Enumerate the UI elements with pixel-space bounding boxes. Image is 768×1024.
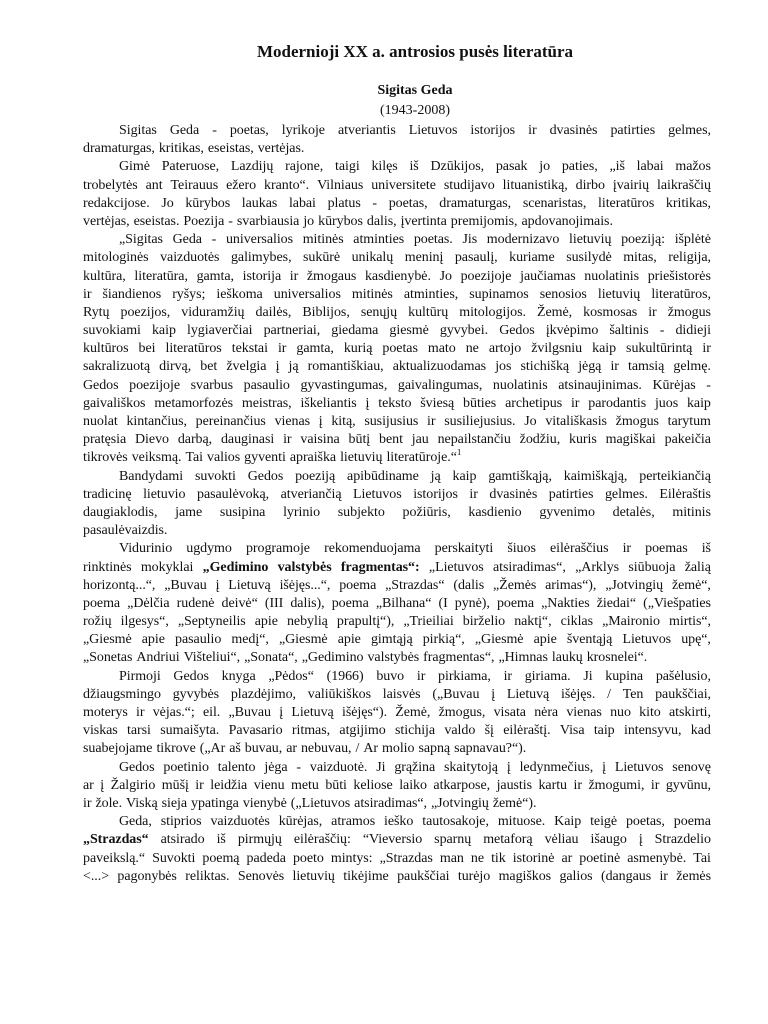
text-line: vertėjas, eseistas. Poezija - svarbiausia jo kūrybos dalis, įvertinta premijomis, apdovanojimais.: [83, 213, 613, 229]
text-line: poema „Dėlčia rudenė deivė“ (III dalis), poema „Bilhana“ (I pynė), poema „Nakties žiedai“ („Viešpaties: [83, 595, 711, 611]
text-line: Gimė Pateruose, Lazdijų rajone, taigi kilęs iš Dzūkijos, pasak jo paties, „iš labai mažos: [119, 159, 711, 175]
text-line: suvokiami kaip lygiaverčiai partneriai, giedama giesmė gyvybei. Gedos įkvėpimo šaltinis - didieji: [83, 323, 711, 339]
author-name: Sigitas Geda: [377, 83, 453, 98]
text-line: moterys ir vėjas.“; eil. „Buvau į Lietuvą išėjęs“). Žemė, žmogus, visata nėra vienas nuo kito atskirti,: [83, 705, 711, 720]
body-text: [83, 122, 711, 886]
text-line: mitologinės vaizduotės galimybes, sukūrė unikalų meninį pasaulį, kuriame susilydė mitas, religija,: [83, 250, 711, 266]
text-line: pasaulėvaizdis.: [83, 523, 168, 539]
text-line: rožių ilgesys“, „Septyneilis apie nebylią prapultį“), „Trieiliai birželio naktį“, ciklas „Maironio mirtis“,: [83, 614, 711, 630]
footnote-marker: 1: [456, 449, 462, 458]
text-line: džiaugsmingo gyvybės plazdėjimo, valiūkiškos laisvės („Buvau į Lietuvą išėjęs. / Ten paukščiai,: [83, 686, 711, 702]
text-line: Gedos poetinio talento jėga - vaizduotė. Ji grąžina skaitytoją į ledynmečius, į Lietuvos senovę: [119, 759, 711, 775]
text-line: nuolat kintančius, pereinančius vienas į kitą, susijusius ir susiliejusius. Jo vitališkasis žmogus tarytum: [83, 414, 711, 429]
text-line: Pirmoji Gedos knyga „Pėdos“ (1966) buvo ir pirkiama, ir giriama. Ji kupina pašėlusio,: [119, 668, 711, 684]
text-line: paveikslą.“ Suvokti poemą padeda poeto mintys: „Strazdas man ne tik istorinė ar poetinė asmenybė. Tai: [83, 850, 711, 866]
text-line: trobelytės ant Teirauus ežero kranto“. Vilniaus universitete studijavo lituanistiką, dirbo įvairių laikraščių: [83, 177, 711, 193]
text-line: kultūros bei literatūros tekstai ir gamta, kurią poetas mato ne artojo žvilgsniu kaip sukultūrintą ir: [83, 341, 711, 357]
text-line: Bandydami suvokti Gedos poeziją apibūdiname ją kaip gamtiškąją, kaimiškąją, perteikiančią: [119, 468, 711, 484]
text-line: horizontą...“, „Buvau į Lietuvą išėjęs...“, poema „Strazdas“ (dalis „Žemės arimas“), „Jotvingių žemė“,: [83, 577, 711, 593]
text-line: Sigitas Geda - poetas, lyrikoje atveriantis Lietuvos istorijos ir dvasinės patirties gelmes,: [119, 123, 711, 138]
text-line: Gedos poezijoje svarbus pasaulio gyvastingumas, gaivalingumas, nuolatinis atsinaujinimas. Kūrėjas -: [83, 377, 711, 393]
text-line: ir šiandienos ryšys; ieškoma universalios mitinės atminties, supinamos senosios lietuvių literatūros,: [83, 286, 711, 302]
text-line: Geda, stiprios vaizduotės kūrėjas, atramos ieško tautosakoje, mituose. Kaip teigė poetas, poema: [119, 814, 711, 830]
document-title: Modernioji XX a. antrosios pusės literatūra: [256, 42, 574, 61]
text-line: kultūra, literatūra, gamta, istorija ir žmogaus kasdienybė. Jo poezijoje jaučiamas nuolatinis priešistorės: [83, 268, 711, 284]
text-line: sakralizuotą dirvą, bet žvelgia į ją romantiškiau, aktualizuodamas jos stichišką jėgą ir tamsią gelmę.: [83, 359, 711, 375]
text-line: „Giesmė apie pasaulio medį“, „Giesmė apie gimtąją pirkią“, „Giesmė apie šventąją Lietuvos upę“,: [83, 632, 711, 648]
text-line: Rytų poezijos, viduramžių dailės, Biblijos, senųjų kultūrų mitologijos. Žemė, kosmosas ir žmogus: [83, 304, 711, 320]
text-line: tikrovės veiksmą. Tai valios gyventi apraiška lietuvių literatūroje.“$^1$: [83, 449, 462, 466]
text-line: Vidurinio ugdymo programoje rekomenduojama perskaityti šiuos eilėraščius ir poemas iš: [119, 541, 711, 557]
text-line: tradicinę lietuvio pasaulėvoką, atveriančią Lietuvos istorijos ir dvasinės patirties gelmes. Eilėraštis: [83, 486, 711, 502]
text-line: daugiaklodis, jame susipina lyrinio subjekto požiūris, kasdienio gyvenimo detalės, mitinis: [83, 504, 711, 520]
text-line: ir žole. Viską sieja ypatinga vienybė („Lietuvos atsiradimas“, „Jotvingių žemė“).: [83, 795, 537, 811]
text-line: gaivališkos metamorfozės meistras, iškeliantis į teksto šviesą būties archetipus ir parodantis juos kaip: [83, 395, 711, 411]
text-line: pratęsia Dievo darbą, dauginasi ir vaisina būtį bent jau nepailstančiu žodžiu, kuris magiškai pakeičia: [83, 432, 711, 448]
text-line: dramaturgas, kritikas, eseistas, vertėjas.: [83, 141, 305, 157]
text-line: „Sigitas Geda - universalios mitinės atminties poetas. Jis modernizavo lietuvių poeziją: išplėtė: [119, 232, 711, 248]
text-line: <...> pagonybės reliktas. Senovės lietuvių tikėjime paukščiai turėjo magiškos galios (dangaus ir žemės: [83, 868, 711, 884]
text-line: rinktinės mokyklai „Gedimino valstybės fragmentas“: „Lietuvos atsiradimas“, „Arklys siūbuoja žalią: [83, 559, 711, 575]
text-line: suabejojame tikrove („Ar aš buvau, ar nebuvau, / Ar molio sapną sapnavau?“).: [83, 741, 527, 757]
text-line: redakcijose. Jo kūrybos laukas labai platus - poetas, dramaturgas, scenaristas, literatūros kritikas,: [83, 195, 711, 211]
author-years: (1943-2008): [380, 103, 450, 118]
text-line: viskas tarsi sumaišyta. Pavasario ritmas, atgijimo stichija valdo šį eilėraštį. Visa taip intensyvu, kad: [83, 723, 711, 739]
text-line: „Sonetas Andriui Višteliui“, „Sonata“, „Gedimino valstybės fragmentas“, „Himnas laukų krosnelei“.: [83, 650, 648, 666]
text-line: ar į Žalgirio mūšį ir leidžia vienu metu būti keliose laiko atkarpose, jaustis kartu ir žmogumi, ir gyvūnu,: [83, 777, 711, 793]
text-line: „Strazdas“ atsirado iš pirmųjų eilėraščių: “Vieversio sparnų metaforą vėliau išaugo į Strazdelio: [83, 832, 711, 848]
